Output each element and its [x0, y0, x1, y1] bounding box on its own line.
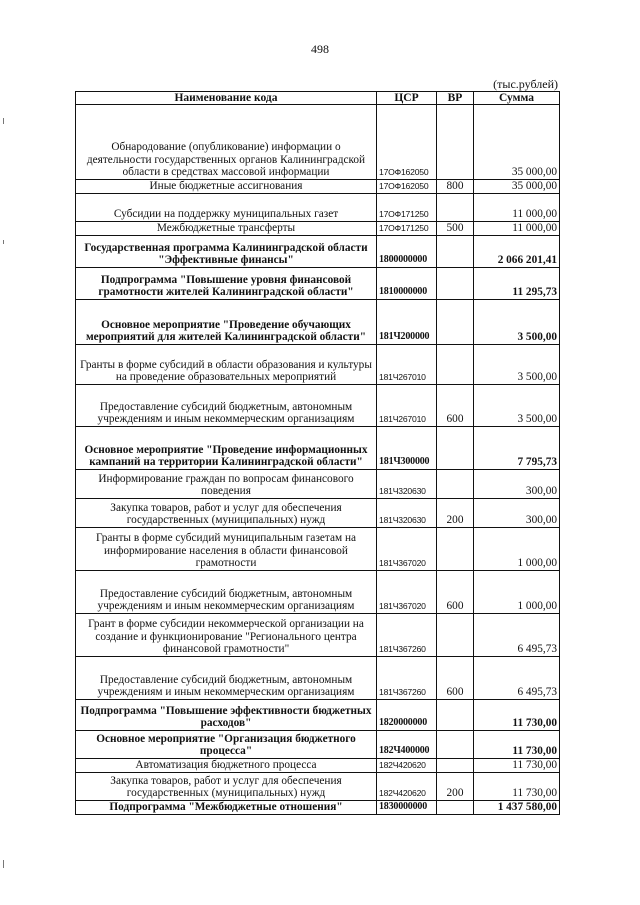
row-name: Иные бюджетные ассигнования	[76, 180, 377, 194]
row-vr: 600	[437, 385, 474, 427]
row-csr: 182Ч420620	[377, 759, 437, 773]
table-row	[76, 427, 560, 470]
row-sum: 1 000,00	[474, 571, 560, 614]
table-row	[76, 268, 560, 300]
row-csr: 182Ч420620	[377, 773, 437, 801]
row-sum: 11 000,00	[474, 194, 560, 222]
row-sum: 7 795,73	[474, 427, 560, 470]
row-sum: 2 066 201,41	[474, 236, 560, 268]
table-row	[76, 528, 560, 571]
row-csr: 181Ч367020	[377, 528, 437, 571]
row-name: Предоставление субсидий бюджетным, автономным учреждениям и иным некоммерческим организациям	[76, 385, 377, 427]
table-row	[76, 300, 560, 345]
row-name: Гранты в форме субсидий муниципальным газетам на информирование населения в области финансовой грамотности	[76, 528, 377, 571]
row-name: Основное мероприятие "Проведение информационных кампаний на территории Калининградской области"	[76, 427, 377, 470]
row-csr: 181Ч300000	[377, 427, 437, 470]
table-row	[76, 759, 560, 773]
row-sum: 11 000,00	[474, 222, 560, 236]
row-name: Основное мероприятие "Проведение обучающих мероприятий для жителей Калининградской области"	[76, 300, 377, 345]
row-sum: 1 000,00	[474, 528, 560, 571]
row-csr: 181Ч367020	[377, 571, 437, 614]
row-vr	[437, 614, 474, 657]
row-csr: 1810000000	[377, 268, 437, 300]
row-sum: 300,00	[474, 499, 560, 528]
row-name: Субсидии на поддержку муниципальных газет	[76, 194, 377, 222]
row-csr: 182Ч400000	[377, 731, 437, 759]
table-row	[76, 614, 560, 657]
row-csr: 17ОФ162050	[377, 105, 437, 180]
units-label: (тыс.рублей)	[493, 77, 558, 91]
budget-table	[75, 91, 560, 815]
row-name: Основное мероприятие "Организация бюджетного процесса"	[76, 731, 377, 759]
row-vr	[437, 427, 474, 470]
column-header-name: Наименование кода	[76, 92, 377, 105]
row-sum: 3 500,00	[474, 345, 560, 385]
row-sum: 11 730,00	[474, 773, 560, 801]
row-vr	[437, 801, 474, 815]
row-vr	[437, 731, 474, 759]
table-row	[76, 105, 560, 180]
row-csr: 17ОФ162050	[377, 180, 437, 194]
row-csr: 181Ч367260	[377, 657, 437, 700]
table-header-row	[76, 92, 560, 105]
row-csr: 181Ч320630	[377, 499, 437, 528]
table-row	[76, 470, 560, 499]
row-csr: 1820000000	[377, 700, 437, 731]
row-name: Межбюджетные трансферты	[76, 222, 377, 236]
row-name: Предоставление субсидий бюджетным, автономным учреждениям и иным некоммерческим организациям	[76, 657, 377, 700]
row-sum: 35 000,00	[474, 105, 560, 180]
row-sum: 3 500,00	[474, 385, 560, 427]
row-vr: 600	[437, 571, 474, 614]
row-vr	[437, 528, 474, 571]
row-vr	[437, 700, 474, 731]
table-row	[76, 657, 560, 700]
table-row	[76, 180, 560, 194]
row-csr: 181Ч367260	[377, 614, 437, 657]
row-vr	[437, 345, 474, 385]
table-row	[76, 700, 560, 731]
row-name: Обнародование (опубликование) информации о деятельности государственных органов Калининградской области в средствах массовой информации	[76, 105, 377, 180]
table-row	[76, 499, 560, 528]
table-row	[76, 731, 560, 759]
row-vr: 200	[437, 773, 474, 801]
row-vr	[437, 470, 474, 499]
row-vr	[437, 236, 474, 268]
row-vr: 200	[437, 499, 474, 528]
row-name: Автоматизация бюджетного процесса	[76, 759, 377, 773]
row-name: Предоставление субсидий бюджетным, автономным учреждениям и иным некоммерческим организациям	[76, 571, 377, 614]
row-name: Подпрограмма "Повышение эффективности бюджетных расходов"	[76, 700, 377, 731]
row-name: Гранты в форме субсидий в области образования и культуры на проведение образовательных мероприятий	[76, 345, 377, 385]
table-row	[76, 773, 560, 801]
table-row	[76, 194, 560, 222]
row-sum: 35 000,00	[474, 180, 560, 194]
row-csr: 17ОФ171250	[377, 194, 437, 222]
table-row	[76, 571, 560, 614]
row-sum: 1 437 580,00	[474, 801, 560, 815]
row-csr: 1800000000	[377, 236, 437, 268]
row-sum: 11 295,73	[474, 268, 560, 300]
row-name: Закупка товаров, работ и услуг для обеспечения государственных (муниципальных) нужд	[76, 773, 377, 801]
table-row	[76, 345, 560, 385]
row-sum: 300,00	[474, 470, 560, 499]
row-name: Информирование граждан по вопросам финансового поведения	[76, 470, 377, 499]
row-vr	[437, 759, 474, 773]
row-csr: 1830000000	[377, 801, 437, 815]
column-header-sum: Сумма	[474, 92, 560, 105]
row-name: Подпрограмма "Межбюджетные отношения"	[76, 801, 377, 815]
table-row	[76, 236, 560, 268]
row-name: Грант в форме субсидии некоммерческой организации на создание и функционирование "Регионального центра финансовой грамотности"	[76, 614, 377, 657]
row-sum: 11 730,00	[474, 759, 560, 773]
row-vr	[437, 194, 474, 222]
row-sum: 6 495,73	[474, 614, 560, 657]
column-header-csr: ЦСР	[377, 92, 437, 105]
table-row	[76, 222, 560, 236]
row-name: Закупка товаров, работ и услуг для обеспечения государственных (муниципальных) нужд	[76, 499, 377, 528]
table-row	[76, 801, 560, 815]
row-sum: 11 730,00	[474, 731, 560, 759]
row-vr: 800	[437, 180, 474, 194]
page-number: 498	[311, 42, 329, 56]
scan-edge-mark	[3, 240, 4, 244]
row-vr	[437, 105, 474, 180]
row-sum: 3 500,00	[474, 300, 560, 345]
row-csr: 17ОФ171250	[377, 222, 437, 236]
row-vr	[437, 300, 474, 345]
row-csr: 181Ч320630	[377, 470, 437, 499]
scan-edge-mark	[3, 860, 4, 868]
row-csr: 181Ч200000	[377, 300, 437, 345]
row-vr	[437, 268, 474, 300]
row-name: Подпрограмма "Повышение уровня финансовой грамотности жителей Калининградской области"	[76, 268, 377, 300]
row-vr: 600	[437, 657, 474, 700]
row-csr: 181Ч267010	[377, 385, 437, 427]
table-row	[76, 385, 560, 427]
row-name: Государственная программа Калининградской области "Эффективные финансы"	[76, 236, 377, 268]
row-vr: 500	[437, 222, 474, 236]
row-sum: 6 495,73	[474, 657, 560, 700]
column-header-vr: ВР	[437, 92, 474, 105]
row-sum: 11 730,00	[474, 700, 560, 731]
row-csr: 181Ч267010	[377, 345, 437, 385]
scan-edge-mark	[3, 118, 4, 124]
